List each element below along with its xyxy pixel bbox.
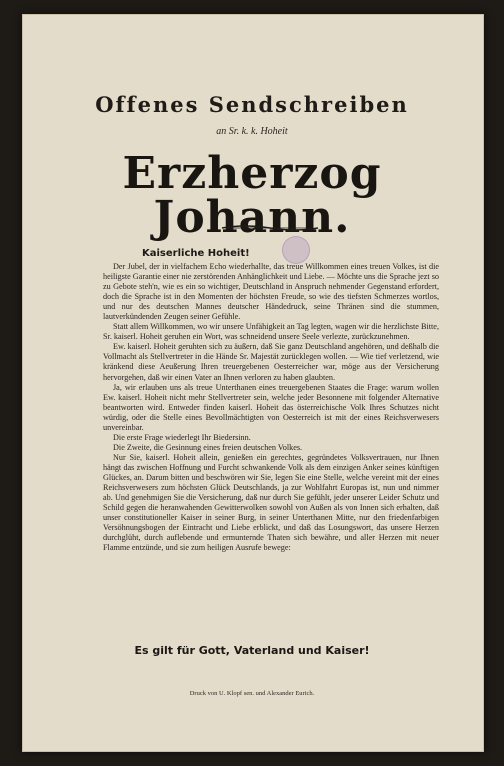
salutation: Kaiserliche Hoheit! [142,248,250,259]
paragraph: Die erste Frage wiederlegt Ihr Biedersinn. [113,432,251,442]
document-title: Offenes Sendschreiben [95,92,409,117]
paragraph: Der Jubel, der in vielfachem Echo wiederhallte, das treue Willkommen eines treuen Volkes, ist die heiligste Garantie einer nie zerstörenden Anhänglichkeit und Liebe. — Möchte uns die Sprache jezt so zu Gebote steh'n, wie es ein so wichtiger, Deutschland in Anspruch nehmender Gegenstand erfordert, doch die Sprache ist in den Momenten der höchsten Freude, so wie des tiefsten Schmerzes wortlos, und nur des deutschen Mannes deutscher Händedruck, seine Thränen sind die stummen, lautverkündenden Zeugen seiner Gefühle. [103,262,439,322]
paragraph: Nur Sie, kaiserl. Hoheit allein, genießen ein gerechtes, gegründetes Volksvertrauen, nur Ihnen hängt das zwischen Hoffnung und Furcht schwankende Volk als dem einzigen Anker seines künftigen Glückes, an. Darum bitten und beschwören wir Sie, legen Sie eine Stelle, welche vereint mit der eines Reichsverwesers zum höchsten Glück Deutschlands, ja zur Wohlfahrt Europas ist, nun und nimmer ab. Und genehmigen Sie die Versicherung, daß nur durch Sie gefühlt, jeder unserer Leider Schutz und Schild gegen die heranwahenden Gewitterwolken sowohl von Außen als von Innen sich erhalten, daß unser constitutioneller Kaiser in seiner Burg, in seiner Unterthanen Mitte, nur den friedenfarbigen Versöhnungsbogen der Eintracht und Liebe erblickt, und daß das Losungswort, das unsere Herzen durchglüht, durch auflebende und ermunternde Thaten sich bewähre, und aller Herzen mit neuer Flamme entzünde, und sie zum heiligen Ausrufe bewege: [103,452,439,553]
letter-body [103,262,439,553]
ornamental-rule-icon [220,222,320,234]
paragraph: Statt allem Willkommen, wo wir unsere Unfähigkeit an Tag legten, wagen wir die herzlichste Bitte, Sr. kaiserl. Hoheit geruhen ein Wort, was schneidend unsere Seele verlezte, zurückzunehmen. [103,322,439,342]
addressee-name: Erzherzog Johann. [122,148,382,243]
document-page [22,14,484,752]
document-subtitle: an Sr. k. k. Hoheit [216,126,288,137]
printer-imprint: Druck von U. Klopf sen. und Alexander Eurich. [189,690,315,697]
closing-line: Es gilt für Gott, Vaterland und Kaiser! [134,644,370,657]
paragraph: Die Zweite, die Gesinnung eines freien deutschen Volkes. [113,442,303,452]
paragraph: Ew. kaiserl. Hoheit geruhten sich zu äußern, daß Sie ganz Deutschland angehören, und deßhalb die Vollmacht als Stellvertreter in die Hände Sr. Majestät zurücklegen wollen. — Wie tief verletzend, wie kränkend diese Aeußerung Ihren treuergebenen Oesterreicher war, möge aus der Versicherung hervorgehen, daß wir einen Vater an Ihnen verloren zu haben glaubten. [103,342,439,382]
paragraph: Ja, wir erlauben uns als treue Unterthanen eines treuergebenen Staates die Frage: warum wollen Ew. kaiserl. Hoheit nicht mehr Stellvertreter sein, welche jeder Besonnene mit folgender Alternative beantworten wird. Entweder finden kaiserl. Hoheit das österreichische Volk Ihres Schutzes nicht würdig, oder die Stelle eines Bevollmächtigten von Oesterreich ist mit der eines Reichsverwesers unvereinbar. [103,382,439,432]
